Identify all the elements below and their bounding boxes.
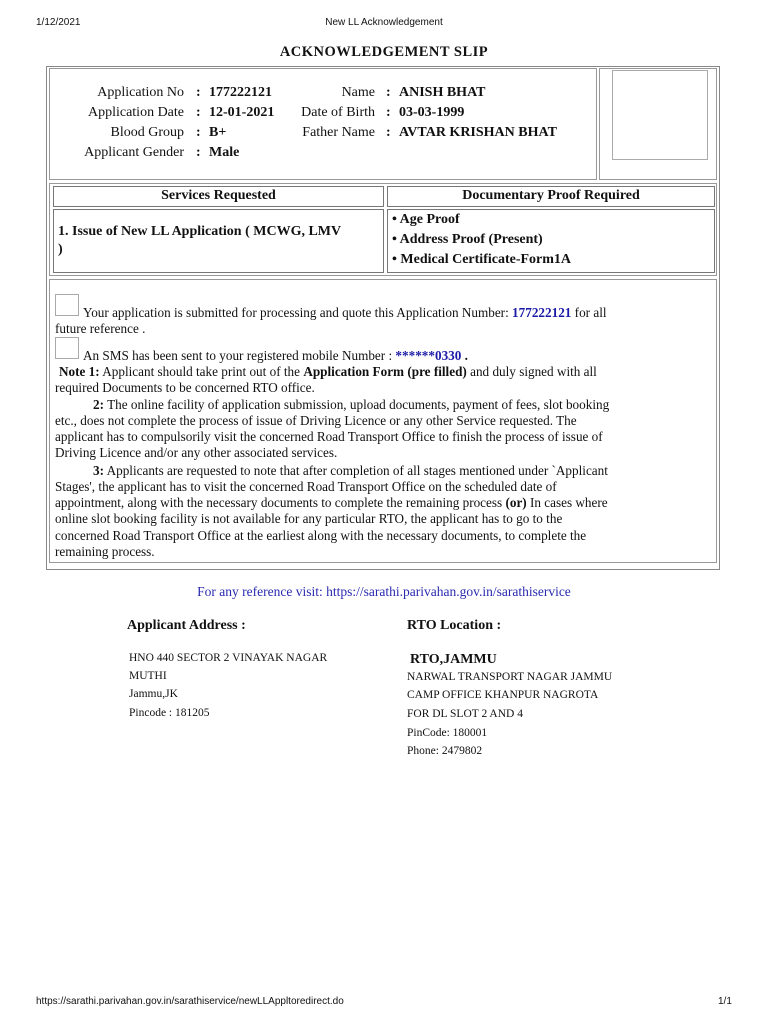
sms-line xyxy=(55,348,711,365)
doc-address-proof: • Address Proof (Present) xyxy=(392,232,543,247)
reference-line xyxy=(0,584,768,600)
note3-line-4: online slot booking facility is not available for any particular RTO, the applicant has to go to the xyxy=(55,511,563,526)
colon: : xyxy=(196,125,201,140)
note3-line-6: remaining process. xyxy=(55,544,155,559)
name-label: Name xyxy=(341,85,375,100)
colon: : xyxy=(386,105,391,120)
applicant-address-line2: MUTHI xyxy=(129,670,167,682)
blood-group-label: Blood Group xyxy=(110,125,184,140)
rto-location-heading: RTO Location : xyxy=(407,618,502,633)
note3-line-5: concerned Road Transport Office at the earliest along with the necessary documents, to complete the xyxy=(55,528,587,543)
sms-mobile-number: ******0330 xyxy=(395,348,462,363)
dob-value: 03-03-1999 xyxy=(399,105,465,120)
note2-line-4: Driving Licence and/or any other associated services. xyxy=(55,445,338,460)
note3-text: Applicants are requested to note that after completion of all stages mentioned under `Applicant xyxy=(106,463,608,478)
doc-medical-certificate: • Medical Certificate-Form1A xyxy=(392,252,572,267)
rto-address-line1: NARWAL TRANSPORT NAGAR JAMMU xyxy=(407,671,613,683)
name-value: ANISH BHAT xyxy=(399,85,486,100)
colon: : xyxy=(196,105,201,120)
applicant-photo-placeholder xyxy=(612,70,708,160)
documentary-proof-header: Documentary Proof Required xyxy=(462,188,640,203)
applicant-address-line3: Jammu,JK xyxy=(129,688,178,700)
doc-age-proof: • Age Proof xyxy=(392,212,460,227)
note1-text-a: Applicant should take print out of the xyxy=(102,364,301,379)
note1-label: Note 1: xyxy=(59,364,100,379)
note2-line-1 xyxy=(55,397,711,414)
submitted-text: Your application is submitted for processing and quote this Application Number: xyxy=(83,305,509,320)
sms-text: An SMS has been sent to your registered mobile Number : xyxy=(83,348,393,363)
reference-link[interactable]: https://sarathi.parivahan.gov.in/sarathiservice xyxy=(326,584,571,599)
application-date-label: Application Date xyxy=(87,105,184,120)
submitted-line-2: future reference . xyxy=(55,321,146,336)
colon: : xyxy=(196,85,201,100)
submitted-suffix: for all xyxy=(574,305,607,320)
note3-label: 3: xyxy=(93,463,104,478)
submitted-line xyxy=(55,305,711,322)
gender-value: Male xyxy=(209,145,240,160)
blood-group-value: B+ xyxy=(209,125,227,140)
application-no-value: 177222121 xyxy=(209,85,272,100)
dob-label: Date of Birth xyxy=(301,105,375,120)
application-no-label: Application No xyxy=(97,85,184,100)
service-item: 1. Issue of New LL Application ( MCWG, LMV xyxy=(58,224,342,239)
service-item-cont: ) xyxy=(58,242,63,257)
applicant-address-line1: HNO 440 SECTOR 2 VINAYAK NAGAR xyxy=(129,652,328,664)
note2-label: 2: xyxy=(93,397,104,412)
father-name-label: Father Name xyxy=(302,125,375,140)
colon: : xyxy=(196,145,201,160)
rto-address-line2: CAMP OFFICE KHANPUR NAGROTA xyxy=(407,689,599,701)
note3-text-3a: appointment, along with the necessary documents to complete the remaining process xyxy=(55,495,503,510)
sms-dot: . xyxy=(464,348,468,363)
rto-name: RTO,JAMMU xyxy=(410,652,497,667)
rto-address-line3: FOR DL SLOT 2 AND 4 xyxy=(407,708,523,720)
note1-text-b: and duly signed with all xyxy=(470,364,597,379)
note2-line-3: applicant has to compulsorily visit the concerned Road Transport Office to finish the process of issue of xyxy=(55,429,603,444)
note3-text-3b: In cases where xyxy=(529,495,608,510)
note1-bold: Application Form (pre filled) xyxy=(303,364,467,379)
submitted-app-number: 177222121 xyxy=(512,305,572,320)
note1-line xyxy=(55,364,711,381)
application-date-value: 12-01-2021 xyxy=(209,105,275,120)
note3-line-2: Stages', the applicant has to visit the concerned Road Transport Office on the scheduled date of xyxy=(55,479,557,494)
note3-line-3 xyxy=(55,495,711,512)
note3-or: (or) xyxy=(505,495,527,510)
note2-line-2: etc., does not complete the process of issue of Driving Licence or any other Service requested. The xyxy=(55,413,577,428)
services-requested-header: Services Requested xyxy=(161,188,276,203)
note3-line-1 xyxy=(55,463,711,480)
note1-line-2: required Documents to be concerned RTO office. xyxy=(55,380,315,395)
colon: : xyxy=(386,125,391,140)
print-url: https://sarathi.parivahan.gov.in/sarathiservice/newLLAppltoredirect.do xyxy=(36,996,344,1007)
father-name-value: AVTAR KRISHAN BHAT xyxy=(399,125,557,140)
applicant-address-heading: Applicant Address : xyxy=(127,618,246,633)
services-body-cell xyxy=(53,209,384,273)
print-page-number: 1/1 xyxy=(718,996,732,1007)
applicant-pincode: Pincode : 181205 xyxy=(129,707,210,719)
rto-phone: Phone: 2479802 xyxy=(407,745,483,757)
rto-pincode: PinCode: 180001 xyxy=(407,727,488,739)
print-date: 1/12/2021 xyxy=(36,17,81,28)
colon: : xyxy=(386,85,391,100)
slip-title: ACKNOWLEDGEMENT SLIP xyxy=(279,44,489,60)
print-page-title: New LL Acknowledgement xyxy=(325,17,443,28)
reference-text: For any reference visit: xyxy=(197,584,323,599)
gender-label: Applicant Gender xyxy=(84,145,184,160)
note2-text: The online facility of application submission, upload documents, payment of fees, slot booking xyxy=(107,397,610,412)
